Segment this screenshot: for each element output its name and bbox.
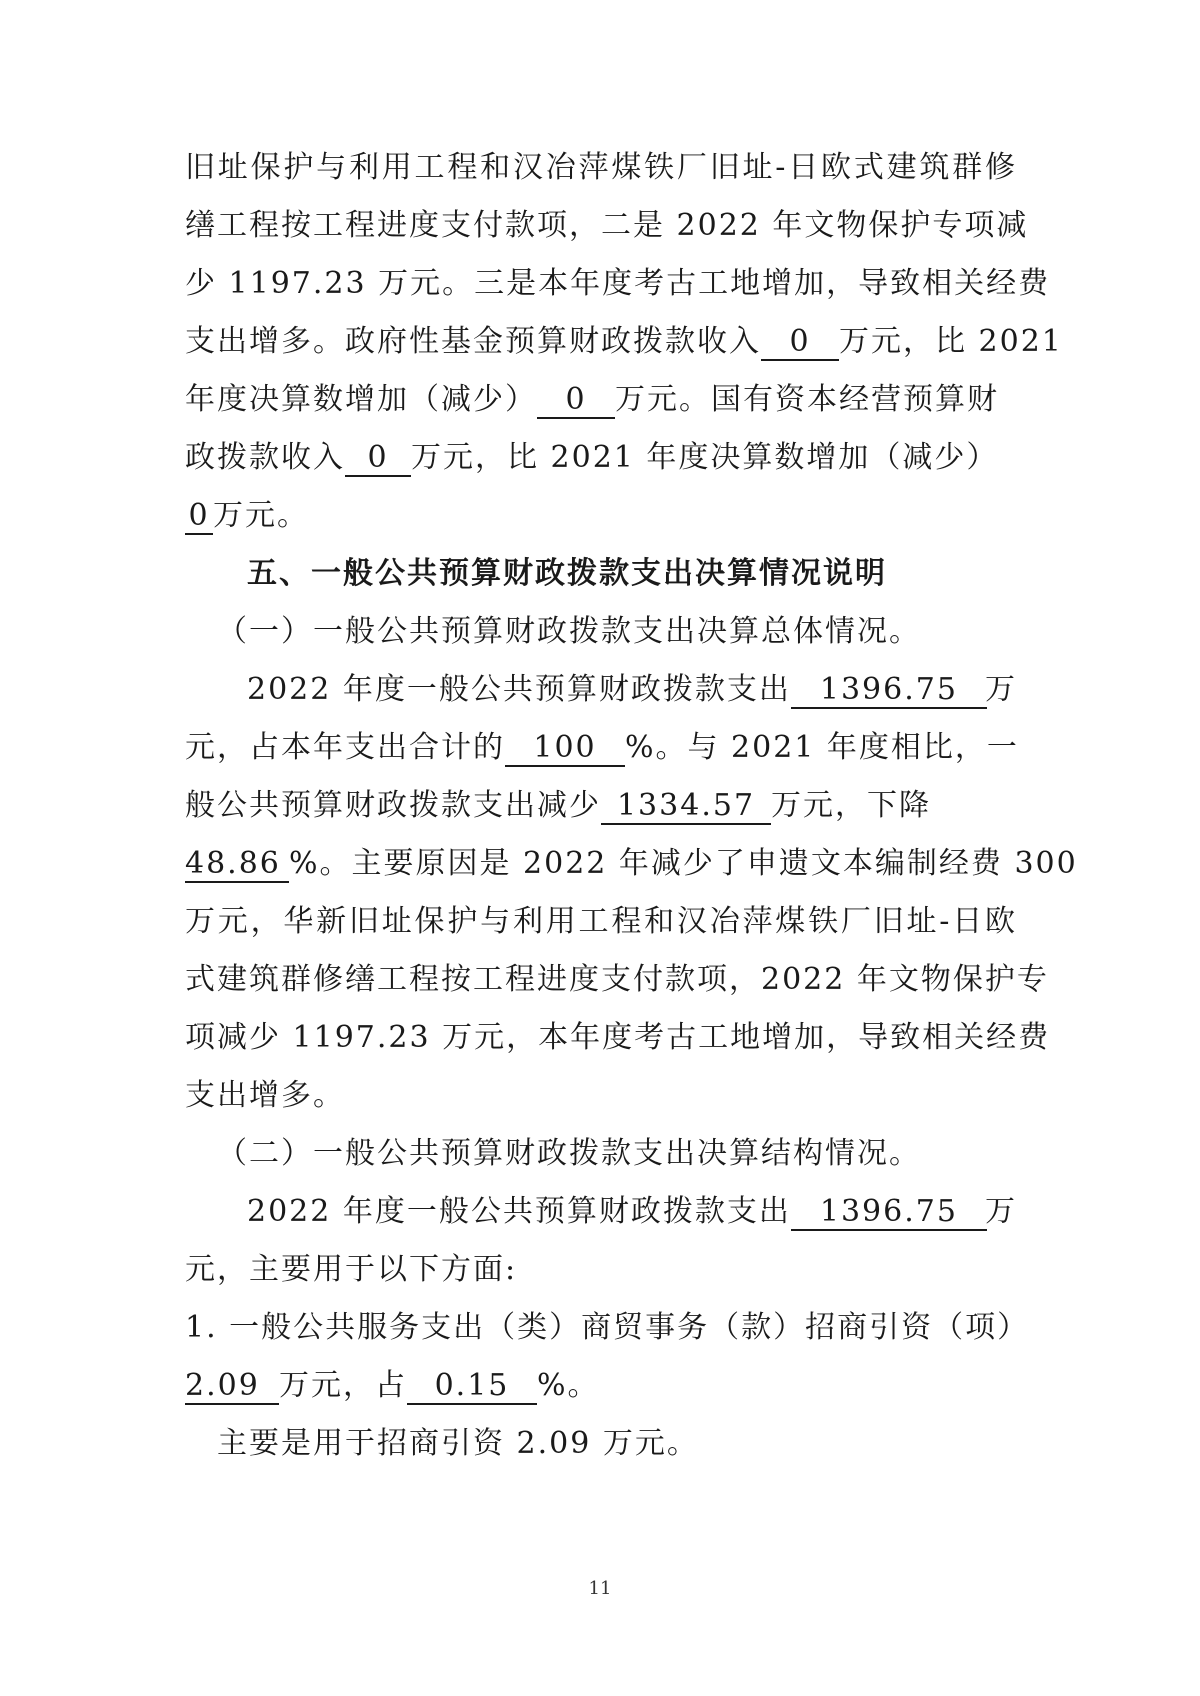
text-line: 元，主要用于以下方面: [185, 1252, 518, 1287]
text-line [185, 496, 1017, 536]
subsection-heading: （二）一般公共预算财政拨款支出决算结构情况。 [217, 1136, 921, 1171]
text-line [185, 728, 1017, 768]
blank-value: 48.86 [185, 847, 289, 883]
section-heading: 五、一般公共预算财政拨款支出决算情况说明 [247, 556, 887, 591]
text-segment: 2022 年度一般公共预算财政拨款支出 [247, 672, 791, 707]
blank-value: 0 [761, 325, 839, 361]
text-segment: 万元，比 2021 年度决算数增加（减少） [411, 440, 999, 475]
text-line [185, 786, 1017, 826]
text-segment: 万 [985, 1194, 1017, 1229]
page-number: 11 [588, 1578, 612, 1599]
text-line: 缮工程按工程进度支付款项，二是 2022 年文物保护专项减 [185, 208, 1029, 243]
blank-value: 0.15 [407, 1369, 537, 1405]
text-segment: %。主要原因是 2022 年减少了申遗文本编制经费 300 [289, 846, 1078, 881]
text-segment: 万元，下降 [771, 788, 931, 823]
text-segment: 般公共预算财政拨款支出减少 [185, 788, 601, 823]
text-segment: 万 [985, 672, 1017, 707]
blank-value: 0 [537, 383, 615, 419]
text-segment: 万元，占 [279, 1368, 407, 1403]
text-segment: %。与 2021 年度相比，一 [625, 730, 1019, 765]
text-segment: 政拨款收入 [185, 440, 345, 475]
blank-value: 0 [185, 499, 213, 535]
text-segment: 年度决算数增加（减少） [185, 382, 537, 417]
text-segment: %。 [537, 1368, 600, 1403]
text-line: 少 1197.23 万元。三是本年度考古工地增加，导致相关经费 [185, 266, 1051, 301]
text-segment: 万元。国有资本经营预算财 [615, 382, 999, 417]
blank-value: 1334.57 [601, 789, 771, 825]
text-line: 旧址保护与利用工程和汉冶萍煤铁厂旧址-日欧式建筑群修 [185, 150, 1017, 185]
text-segment: 支出增多。政府性基金预算财政拨款收入 [185, 324, 761, 359]
text-line [185, 438, 1017, 478]
text-line [247, 1192, 1017, 1232]
text-line [247, 670, 1017, 710]
text-line: 主要是用于招商引资 2.09 万元。 [217, 1426, 699, 1461]
text-line: 项减少 1197.23 万元，本年度考古工地增加，导致相关经费 [185, 1020, 1051, 1055]
text-line [185, 844, 1078, 884]
text-line [185, 1366, 1017, 1406]
blank-value: 1396.75 [791, 1195, 987, 1231]
text-segment: 万元。 [213, 498, 309, 533]
text-line [185, 322, 1063, 362]
blank-value: 2.09 [185, 1369, 279, 1405]
text-line: 1. 一般公共服务支出（类）商贸事务（款）招商引资（项） [185, 1310, 1030, 1345]
blank-value: 100 [505, 731, 625, 767]
blank-value: 1396.75 [791, 673, 987, 709]
blank-value: 0 [345, 441, 411, 477]
text-line: 支出增多。 [185, 1078, 345, 1113]
text-segment: 2022 年度一般公共预算财政拨款支出 [247, 1194, 791, 1229]
text-line [185, 380, 1017, 420]
text-segment: 万元，比 2021 [839, 324, 1063, 359]
text-line: 式建筑群修缮工程按工程进度支付款项，2022 年文物保护专 [185, 962, 1049, 997]
text-segment: 元，占本年支出合计的 [185, 730, 505, 765]
text-line: 万元，华新旧址保护与利用工程和汉冶萍煤铁厂旧址-日欧 [185, 904, 1017, 939]
subsection-heading: （一）一般公共预算财政拨款支出决算总体情况。 [217, 614, 921, 649]
